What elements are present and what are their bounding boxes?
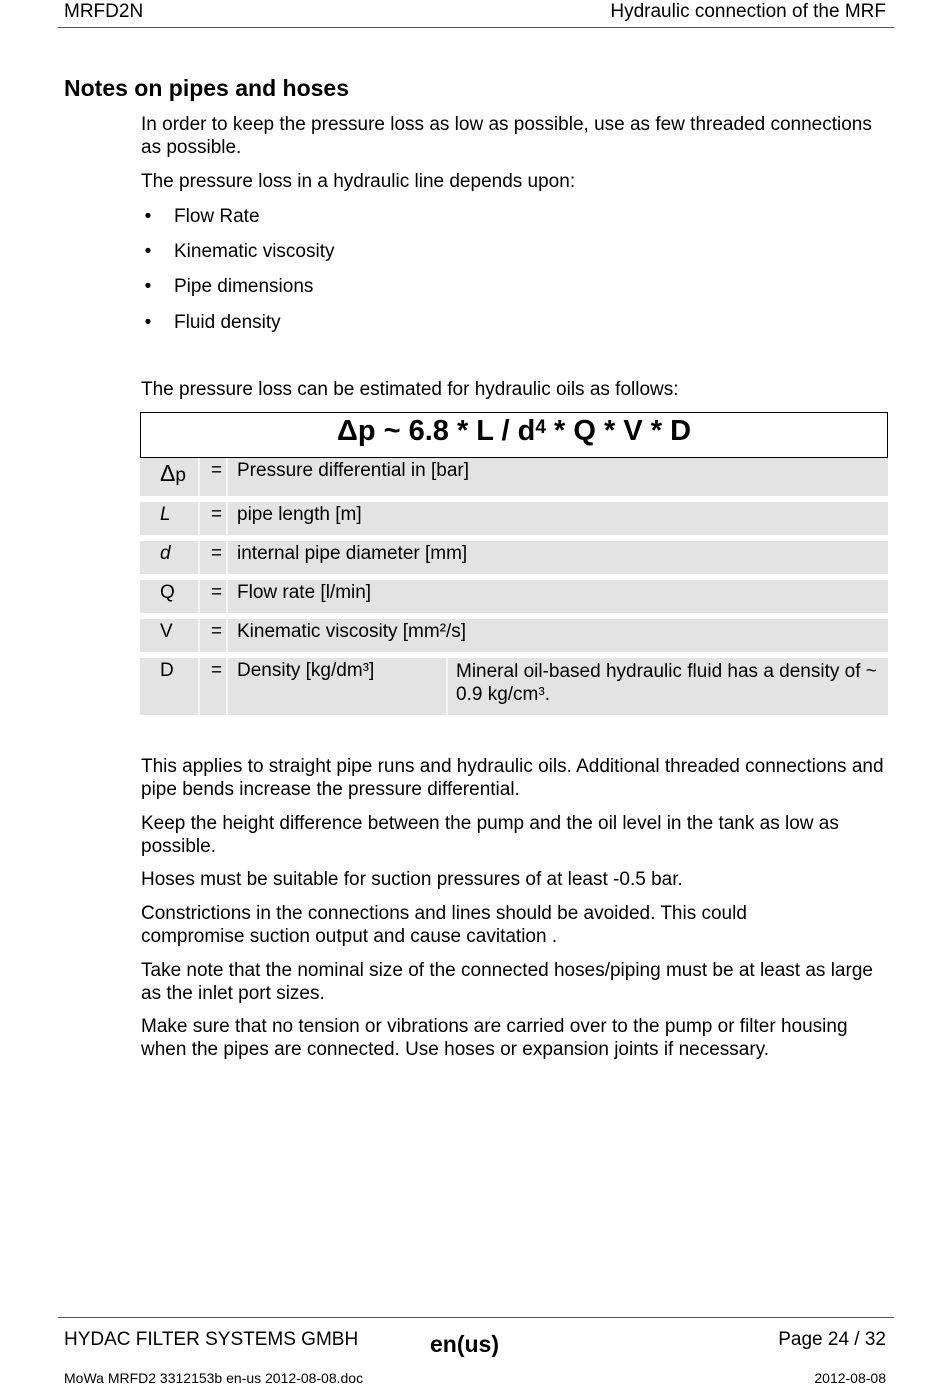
table-row (140, 502, 888, 535)
depends-paragraph: The pressure loss in a hydraulic line depends upon: (141, 171, 576, 192)
footer-language: en(us) (430, 1331, 499, 1357)
paragraph-height-difference: Keep the height difference between the pump and the oil level in the tank as low as possible. (141, 813, 839, 857)
legend-note: Mineral oil-based hydraulic fluid has a density of ~ 0.9 kg/cm³. (456, 661, 877, 705)
formula-rest: * Q * V * D (545, 415, 692, 447)
formula-main: Δp ~ 6.8 * L / d (336, 415, 536, 447)
header-chapter-title: Hydraulic connection of the MRF (610, 1, 886, 22)
legend-description: Kinematic viscosity [mm²/s] (237, 621, 467, 642)
legend-description: Density [kg/dm³] (237, 660, 375, 681)
header-divider (58, 27, 894, 28)
bullet-icon: • (144, 312, 152, 333)
legend-equals: = (211, 504, 223, 525)
legend-symbol: d (160, 543, 171, 564)
legend-equals: = (211, 660, 223, 681)
list-item-text: Pipe dimensions (174, 276, 314, 297)
legend-equals: = (211, 582, 223, 603)
table-row (140, 541, 888, 574)
list-item-text: Fluid density (174, 312, 281, 333)
footer-page-number: Page 24 / 32 (778, 1329, 886, 1350)
paragraph-nominal-size: Take note that the nominal size of the connected hoses/piping must be at least as large as the inlet port sizes. (141, 960, 873, 1004)
legend-equals: = (211, 621, 223, 642)
paragraph-tension: Make sure that no tension or vibrations are carried over to the pump or filter housing when the pipes are connected. Use hoses or expansion joints if necessary. (141, 1016, 848, 1060)
list-item-text: Flow Rate (174, 206, 260, 227)
section-title: Notes on pipes and hoses (64, 75, 349, 101)
paragraph-constrictions: Constrictions in the connections and lines should be avoided. This could compromise suction output and cause cavitation . (141, 903, 747, 947)
legend-symbol: L (160, 504, 171, 525)
legend-description: Flow rate [l/min] (237, 582, 372, 603)
bullet-icon: • (144, 276, 152, 297)
legend-symbol: Δp (160, 460, 186, 486)
table-row (140, 658, 888, 715)
legend-equals: = (211, 460, 223, 481)
table-row (140, 580, 888, 613)
table-row (140, 458, 888, 496)
legend-symbol: Q (160, 582, 175, 603)
intro-paragraph: In order to keep the pressure loss as low as possible, use as few threaded connections as possible. (141, 114, 872, 158)
footer-company: HYDAC FILTER SYSTEMS GMBH (64, 1329, 359, 1350)
table-row (140, 619, 888, 652)
paragraph-straight-runs: This applies to straight pipe runs and hydraulic oils. Additional threaded connections and pipe bends increase the pressure differential. (141, 756, 884, 800)
header-document-code: MRFD2N (64, 1, 144, 22)
formula (141, 413, 887, 449)
legend-description: pipe length [m] (237, 504, 362, 525)
footer-document-file: MoWa MRFD2 3312153b en-us 2012-08-08.doc (64, 1370, 364, 1386)
legend-description: internal pipe diameter [mm] (237, 543, 468, 564)
legend-symbol: V (160, 621, 173, 642)
formula-box (140, 412, 888, 458)
footer-divider (58, 1317, 894, 1318)
footer-date: 2012-08-08 (814, 1370, 886, 1386)
bullet-icon: • (144, 206, 152, 227)
bullet-icon: • (144, 241, 152, 262)
legend-description: Pressure differential in [bar] (237, 460, 469, 481)
list-item-text: Kinematic viscosity (174, 241, 335, 262)
formula-exponent: 4 (535, 417, 546, 438)
paragraph-suction-pressure: Hoses must be suitable for suction pressures of at least -0.5 bar. (141, 869, 683, 890)
legend-symbol: D (160, 660, 174, 681)
estimate-paragraph: The pressure loss can be estimated for hydraulic oils as follows: (141, 379, 679, 400)
legend-equals: = (211, 543, 223, 564)
